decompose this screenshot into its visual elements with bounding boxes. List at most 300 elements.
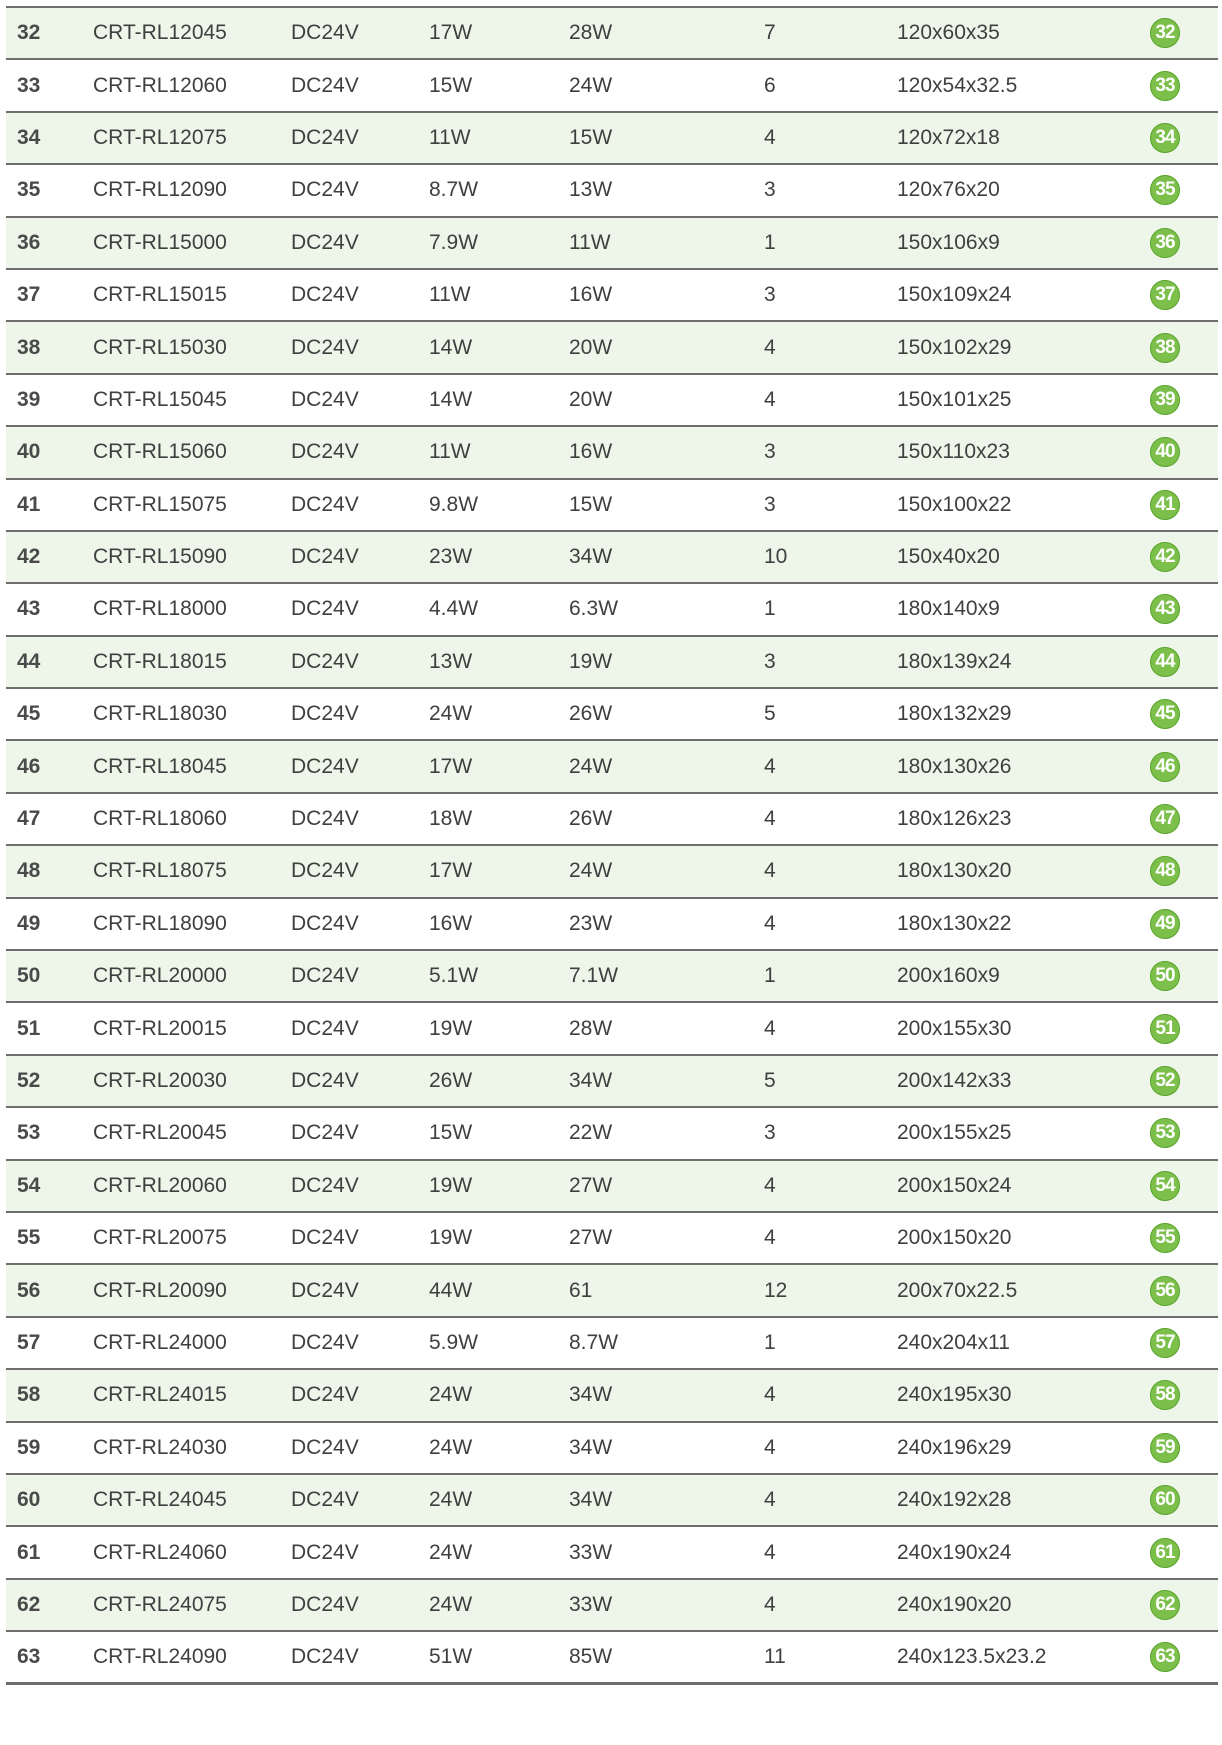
number-badge-cell (1150, 1370, 1180, 1420)
number-badge-cell (1150, 637, 1180, 687)
table-row (6, 113, 1218, 165)
dimensions: 180x130x22 (897, 911, 1012, 935)
power-value-max: 27W (569, 1173, 613, 1197)
voltage: DC24V (291, 1592, 359, 1616)
power-value-max: 33W (569, 1540, 613, 1564)
dimensions: 200x160x9 (897, 964, 1000, 988)
table-row (6, 270, 1218, 322)
power-value-max: 16W (569, 440, 613, 464)
table-row (6, 1580, 1218, 1632)
power-value-max: 20W (569, 387, 613, 411)
power-value: 23W (429, 545, 473, 569)
table-row (6, 1370, 1218, 1422)
table-row (6, 1161, 1218, 1213)
number-badge-icon: 61 (1150, 1538, 1180, 1568)
number-badge-icon: 54 (1150, 1171, 1180, 1201)
power-value: 19W (429, 1016, 473, 1040)
power-value: 11W (429, 283, 471, 307)
dimensions: 240x204x11 (897, 1330, 1010, 1354)
power-value-max: 33W (569, 1592, 613, 1616)
power-value-max: 15W (569, 492, 613, 516)
row-number: 50 (17, 964, 41, 988)
quantity: 6 (764, 73, 776, 97)
table-row (6, 637, 1218, 689)
row-number: 62 (17, 1592, 41, 1616)
voltage: DC24V (291, 283, 359, 307)
number-badge-cell (1150, 794, 1180, 844)
model-code: CRT-RL20045 (93, 1121, 227, 1145)
table-row (6, 322, 1218, 374)
voltage: DC24V (291, 125, 359, 149)
power-value-max: 11W (569, 230, 611, 254)
dimensions: 180x132x29 (897, 702, 1012, 726)
number-badge-icon: 39 (1150, 385, 1180, 415)
voltage: DC24V (291, 1226, 359, 1250)
number-badge-cell (1150, 1527, 1180, 1577)
number-badge-cell (1150, 113, 1180, 163)
voltage: DC24V (291, 335, 359, 359)
dimensions: 120x54x32.5 (897, 73, 1018, 97)
quantity: 1 (764, 1330, 776, 1354)
voltage: DC24V (291, 859, 359, 883)
power-value: 24W (429, 702, 473, 726)
dimensions: 200x150x24 (897, 1173, 1012, 1197)
number-badge-cell (1150, 60, 1180, 110)
table-row (6, 1527, 1218, 1579)
dimensions: 200x70x22.5 (897, 1278, 1018, 1302)
quantity: 4 (764, 125, 776, 149)
voltage: DC24V (291, 387, 359, 411)
dimensions: 200x150x20 (897, 1226, 1012, 1250)
dimensions: 240x195x30 (897, 1383, 1012, 1407)
number-badge-cell (1150, 951, 1180, 1001)
power-value: 24W (429, 1383, 473, 1407)
model-code: CRT-RL20075 (93, 1226, 227, 1250)
number-badge-cell (1150, 270, 1180, 320)
number-badge-icon: 36 (1150, 228, 1180, 258)
dimensions: 120x72x18 (897, 125, 1000, 149)
table-row (6, 1213, 1218, 1265)
model-code: CRT-RL18030 (93, 702, 227, 726)
model-code: CRT-RL24015 (93, 1383, 227, 1407)
voltage: DC24V (291, 1121, 359, 1145)
model-code: CRT-RL15060 (93, 440, 227, 464)
number-badge-icon: 45 (1150, 699, 1180, 729)
table-row (6, 60, 1218, 112)
number-badge-cell (1150, 1475, 1180, 1525)
row-number: 37 (17, 283, 41, 307)
row-number: 45 (17, 702, 41, 726)
number-badge-cell (1150, 8, 1180, 58)
model-code: CRT-RL12045 (93, 21, 227, 45)
power-value: 13W (429, 649, 473, 673)
row-number: 36 (17, 230, 41, 254)
quantity: 1 (764, 964, 776, 988)
model-code: CRT-RL20015 (93, 1016, 227, 1040)
model-code: CRT-RL15090 (93, 545, 227, 569)
power-value: 17W (429, 859, 473, 883)
power-value-max: 24W (569, 859, 613, 883)
voltage: DC24V (291, 545, 359, 569)
power-value: 51W (429, 1644, 473, 1668)
model-code: CRT-RL20090 (93, 1278, 227, 1302)
power-value-max: 23W (569, 911, 613, 935)
number-badge-icon: 32 (1150, 18, 1180, 48)
row-number: 55 (17, 1226, 41, 1250)
dimensions: 180x140x9 (897, 597, 1000, 621)
table-row (6, 427, 1218, 479)
number-badge-cell (1150, 1213, 1180, 1263)
voltage: DC24V (291, 440, 359, 464)
table-row (6, 794, 1218, 846)
table-row (6, 741, 1218, 793)
table-row (6, 846, 1218, 898)
power-value-max: 34W (569, 545, 613, 569)
table-row (6, 1318, 1218, 1370)
model-code: CRT-RL24090 (93, 1644, 227, 1668)
quantity: 3 (764, 649, 776, 673)
number-badge-icon: 42 (1150, 542, 1180, 572)
number-badge-icon: 59 (1150, 1433, 1180, 1463)
dimensions: 180x130x20 (897, 859, 1012, 883)
table-row (6, 480, 1218, 532)
number-badge-cell (1150, 1108, 1180, 1158)
number-badge-icon: 56 (1150, 1276, 1180, 1306)
product-spec-table (6, 6, 1218, 1685)
quantity: 4 (764, 911, 776, 935)
row-number: 41 (17, 492, 41, 516)
quantity: 4 (764, 754, 776, 778)
power-value-max: 28W (569, 1016, 613, 1040)
power-value-max: 85W (569, 1644, 613, 1668)
model-code: CRT-RL18045 (93, 754, 227, 778)
voltage: DC24V (291, 21, 359, 45)
row-number: 39 (17, 387, 41, 411)
quantity: 4 (764, 1435, 776, 1459)
dimensions: 180x130x26 (897, 754, 1012, 778)
power-value: 14W (429, 387, 473, 411)
quantity: 3 (764, 1121, 776, 1145)
table-row (6, 1056, 1218, 1108)
power-value: 19W (429, 1226, 473, 1250)
model-code: CRT-RL24075 (93, 1592, 227, 1616)
number-badge-cell (1150, 322, 1180, 372)
dimensions: 120x76x20 (897, 178, 1000, 202)
row-number: 40 (17, 440, 41, 464)
voltage: DC24V (291, 1435, 359, 1459)
power-value-max: 34W (569, 1435, 613, 1459)
power-value: 11W (429, 125, 471, 149)
dimensions: 240x190x20 (897, 1592, 1012, 1616)
number-badge-icon: 50 (1150, 961, 1180, 991)
power-value: 17W (429, 754, 473, 778)
quantity: 10 (764, 545, 788, 569)
power-value-max: 19W (569, 649, 613, 673)
model-code: CRT-RL12060 (93, 73, 227, 97)
model-code: CRT-RL15015 (93, 283, 227, 307)
power-value-max: 7.1W (569, 964, 619, 988)
row-number: 34 (17, 125, 41, 149)
power-value-max: 34W (569, 1069, 613, 1092)
power-value-max: 16W (569, 283, 613, 307)
table-row (6, 1108, 1218, 1160)
number-badge-icon: 49 (1150, 909, 1180, 939)
row-number: 42 (17, 545, 41, 569)
dimensions: 150x109x24 (897, 283, 1012, 307)
quantity: 3 (764, 440, 776, 464)
dimensions: 200x142x33 (897, 1069, 1012, 1092)
power-value-max: 15W (569, 125, 613, 149)
model-code: CRT-RL15045 (93, 387, 227, 411)
dimensions: 180x126x23 (897, 807, 1012, 831)
number-badge-cell (1150, 1423, 1180, 1473)
number-badge-icon: 62 (1150, 1590, 1180, 1620)
number-badge-cell (1150, 741, 1180, 791)
model-code: CRT-RL12075 (93, 125, 227, 149)
table-row (6, 1475, 1218, 1527)
number-badge-icon: 40 (1150, 437, 1180, 467)
model-code: CRT-RL18075 (93, 859, 227, 883)
dimensions: 200x155x25 (897, 1121, 1012, 1145)
voltage: DC24V (291, 1488, 359, 1512)
number-badge-cell (1150, 427, 1180, 477)
power-value: 24W (429, 1435, 473, 1459)
row-number: 59 (17, 1435, 41, 1459)
quantity: 3 (764, 492, 776, 516)
power-value-max: 26W (569, 807, 613, 831)
row-number: 43 (17, 597, 41, 621)
power-value: 18W (429, 807, 473, 831)
dimensions: 240x192x28 (897, 1488, 1012, 1512)
voltage: DC24V (291, 1330, 359, 1354)
voltage: DC24V (291, 649, 359, 673)
power-value-max: 13W (569, 178, 613, 202)
number-badge-cell (1150, 584, 1180, 634)
power-value-max: 28W (569, 21, 613, 45)
row-number: 51 (17, 1016, 41, 1040)
quantity: 1 (764, 230, 776, 254)
quantity: 4 (764, 807, 776, 831)
table-row (6, 532, 1218, 584)
number-badge-icon: 63 (1150, 1642, 1180, 1672)
power-value: 5.9W (429, 1330, 479, 1354)
number-badge-icon: 33 (1150, 71, 1180, 101)
dimensions: 150x100x22 (897, 492, 1012, 516)
power-value: 24W (429, 1592, 473, 1616)
power-value: 8.7W (429, 178, 479, 202)
voltage: DC24V (291, 1069, 359, 1092)
model-code: CRT-RL18000 (93, 597, 227, 621)
quantity: 4 (764, 1592, 776, 1616)
power-value: 11W (429, 440, 471, 464)
power-value-max: 24W (569, 73, 613, 97)
number-badge-cell (1150, 375, 1180, 425)
row-number: 38 (17, 335, 41, 359)
quantity: 4 (764, 1226, 776, 1250)
quantity: 4 (764, 1488, 776, 1512)
dimensions: 240x123.5x23.2 (897, 1644, 1047, 1668)
number-badge-icon: 48 (1150, 856, 1180, 886)
row-number: 58 (17, 1383, 41, 1407)
quantity: 4 (764, 1383, 776, 1407)
number-badge-cell (1150, 689, 1180, 739)
model-code: CRT-RL15030 (93, 335, 227, 359)
quantity: 11 (764, 1644, 786, 1668)
number-badge-icon: 37 (1150, 280, 1180, 310)
dimensions: 150x106x9 (897, 230, 1000, 254)
table-row (6, 8, 1218, 60)
model-code: CRT-RL18060 (93, 807, 227, 831)
voltage: DC24V (291, 1278, 359, 1302)
row-number: 53 (17, 1121, 41, 1145)
number-badge-cell (1150, 1265, 1180, 1315)
number-badge-icon: 44 (1150, 647, 1180, 677)
number-badge-icon: 38 (1150, 333, 1180, 363)
number-badge-cell (1150, 165, 1180, 215)
voltage: DC24V (291, 964, 359, 988)
model-code: CRT-RL18015 (93, 649, 227, 673)
quantity: 4 (764, 1173, 776, 1197)
power-value-max: 61 (569, 1278, 593, 1302)
power-value: 9.8W (429, 492, 479, 516)
power-value-max: 26W (569, 702, 613, 726)
number-badge-cell (1150, 1056, 1180, 1106)
power-value: 15W (429, 73, 473, 97)
table-row (6, 1632, 1218, 1684)
model-code: CRT-RL24030 (93, 1435, 227, 1459)
voltage: DC24V (291, 178, 359, 202)
number-badge-cell (1150, 846, 1180, 896)
quantity: 4 (764, 387, 776, 411)
power-value: 44W (429, 1278, 473, 1302)
table-row (6, 951, 1218, 1003)
power-value: 4.4W (429, 597, 479, 621)
voltage: DC24V (291, 911, 359, 935)
row-number: 32 (17, 21, 41, 45)
table-row (6, 1003, 1218, 1055)
row-number: 33 (17, 73, 41, 97)
model-code: CRT-RL24000 (93, 1330, 227, 1354)
model-code: CRT-RL20000 (93, 964, 227, 988)
table-row (6, 375, 1218, 427)
table-row (6, 218, 1218, 270)
power-value: 7.9W (429, 230, 479, 254)
model-code: CRT-RL12090 (93, 178, 227, 202)
table-row (6, 1265, 1218, 1317)
row-number: 60 (17, 1488, 41, 1512)
dimensions: 150x110x23 (897, 440, 1010, 464)
voltage: DC24V (291, 1540, 359, 1564)
quantity: 3 (764, 283, 776, 307)
quantity: 4 (764, 335, 776, 359)
number-badge-icon: 57 (1150, 1328, 1180, 1358)
number-badge-icon: 60 (1150, 1485, 1180, 1515)
model-code: CRT-RL24045 (93, 1488, 227, 1512)
table-row (6, 1423, 1218, 1475)
number-badge-cell (1150, 1318, 1180, 1368)
power-value-max: 22W (569, 1121, 613, 1145)
power-value: 24W (429, 1488, 473, 1512)
voltage: DC24V (291, 1383, 359, 1407)
dimensions: 120x60x35 (897, 21, 1000, 45)
table-row (6, 689, 1218, 741)
number-badge-cell (1150, 218, 1180, 268)
row-number: 63 (17, 1644, 41, 1668)
quantity: 3 (764, 178, 776, 202)
power-value-max: 6.3W (569, 597, 619, 621)
quantity: 12 (764, 1278, 788, 1302)
quantity: 4 (764, 1016, 776, 1040)
table-row (6, 899, 1218, 951)
dimensions: 180x139x24 (897, 649, 1012, 673)
number-badge-icon: 52 (1150, 1066, 1180, 1096)
power-value: 24W (429, 1540, 473, 1564)
voltage: DC24V (291, 230, 359, 254)
number-badge-cell (1150, 1003, 1180, 1053)
power-value-max: 8.7W (569, 1330, 619, 1354)
row-number: 47 (17, 807, 41, 831)
power-value: 16W (429, 911, 473, 935)
power-value-max: 20W (569, 335, 613, 359)
number-badge-cell (1150, 1161, 1180, 1211)
voltage: DC24V (291, 73, 359, 97)
row-number: 35 (17, 178, 41, 202)
power-value: 17W (429, 21, 473, 45)
number-badge-icon: 46 (1150, 752, 1180, 782)
dimensions: 150x102x29 (897, 335, 1012, 359)
model-code: CRT-RL18090 (93, 911, 227, 935)
model-code: CRT-RL24060 (93, 1540, 227, 1564)
number-badge-icon: 43 (1150, 594, 1180, 624)
number-badge-cell (1150, 1632, 1180, 1681)
number-badge-icon: 53 (1150, 1118, 1180, 1148)
model-code: CRT-RL15075 (93, 492, 227, 516)
power-value: 15W (429, 1121, 473, 1145)
dimensions: 240x196x29 (897, 1435, 1012, 1459)
number-badge-icon: 55 (1150, 1223, 1180, 1253)
row-number: 57 (17, 1330, 41, 1354)
row-number: 48 (17, 859, 41, 883)
quantity: 5 (764, 1069, 776, 1092)
dimensions: 150x101x25 (897, 387, 1012, 411)
row-number: 61 (17, 1540, 41, 1564)
voltage: DC24V (291, 597, 359, 621)
number-badge-icon: 35 (1150, 175, 1180, 205)
quantity: 4 (764, 859, 776, 883)
model-code: CRT-RL20060 (93, 1173, 227, 1197)
number-badge-cell (1150, 480, 1180, 530)
voltage: DC24V (291, 492, 359, 516)
power-value-max: 34W (569, 1383, 613, 1407)
table-row (6, 165, 1218, 217)
power-value: 26W (429, 1069, 473, 1092)
voltage: DC24V (291, 807, 359, 831)
power-value-max: 34W (569, 1488, 613, 1512)
power-value-max: 24W (569, 754, 613, 778)
model-code: CRT-RL15000 (93, 230, 227, 254)
number-badge-icon: 34 (1150, 123, 1180, 153)
voltage: DC24V (291, 1173, 359, 1197)
power-value: 19W (429, 1173, 473, 1197)
row-number: 54 (17, 1173, 41, 1197)
row-number: 49 (17, 911, 41, 935)
row-number: 56 (17, 1278, 41, 1302)
dimensions: 240x190x24 (897, 1540, 1012, 1564)
number-badge-icon: 58 (1150, 1380, 1180, 1410)
quantity: 4 (764, 1540, 776, 1564)
voltage: DC24V (291, 754, 359, 778)
power-value: 5.1W (429, 964, 479, 988)
